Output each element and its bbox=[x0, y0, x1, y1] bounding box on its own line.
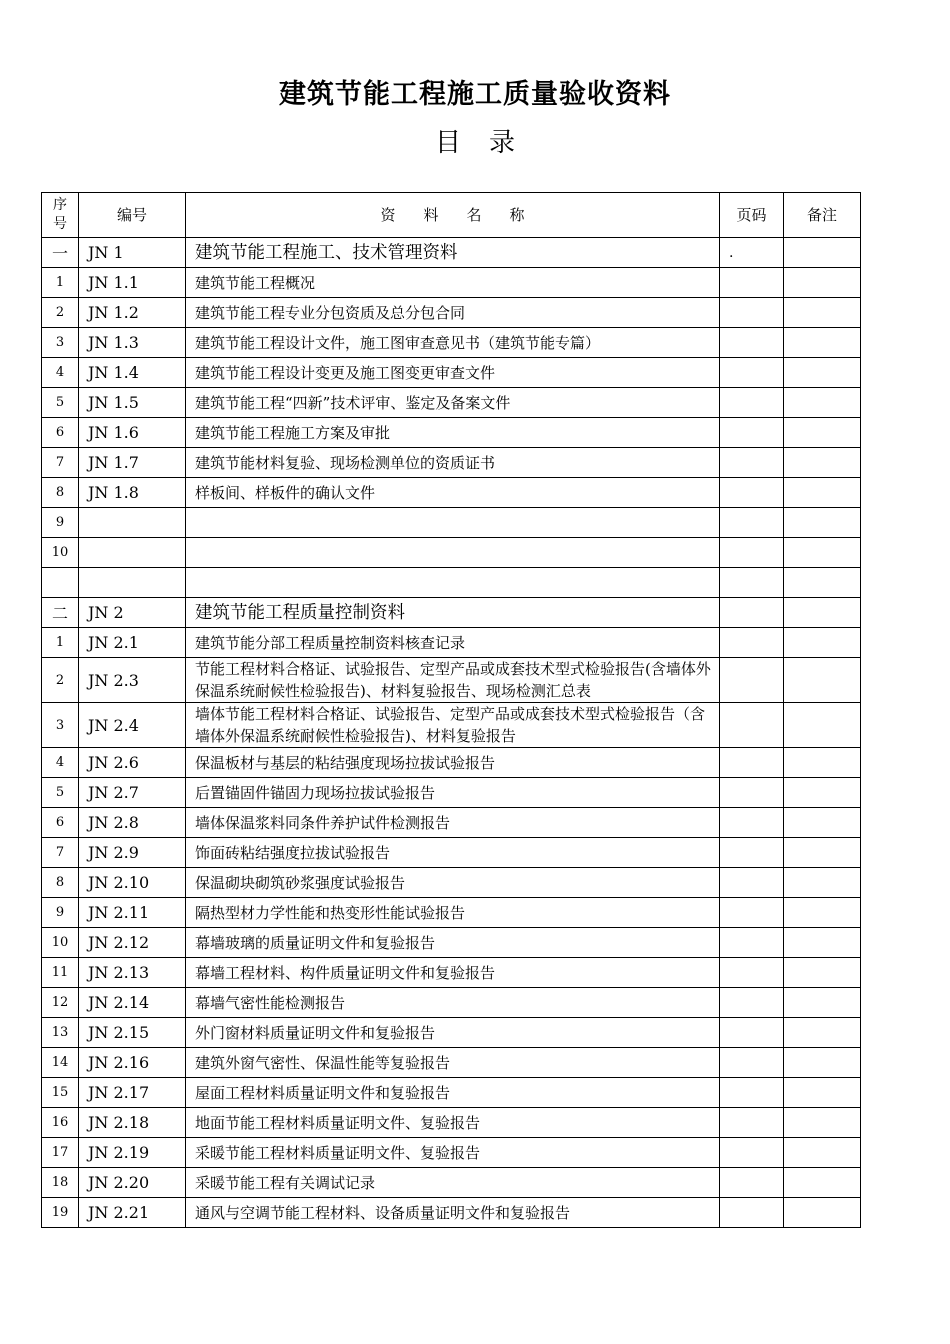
row-name bbox=[186, 538, 720, 568]
row-code: JN 2.16 bbox=[79, 1048, 186, 1078]
row-seq: 4 bbox=[42, 748, 79, 778]
row-code: JN 2.7 bbox=[79, 778, 186, 808]
row-code: JN 2.21 bbox=[79, 1198, 186, 1228]
row-seq: 4 bbox=[42, 358, 79, 388]
row-seq: 18 bbox=[42, 1168, 79, 1198]
row-remark bbox=[784, 298, 861, 328]
row-remark bbox=[784, 268, 861, 298]
row-name: 外门窗材料质量证明文件和复验报告 bbox=[186, 1018, 720, 1048]
table-body bbox=[42, 238, 861, 1228]
row-name: 地面节能工程材料质量证明文件、复验报告 bbox=[186, 1108, 720, 1138]
subtitle-char: 目 bbox=[434, 128, 461, 158]
row-seq: 12 bbox=[42, 988, 79, 1018]
row-page bbox=[720, 298, 784, 328]
row-code bbox=[79, 508, 186, 538]
table-row bbox=[42, 748, 861, 778]
table-row bbox=[42, 388, 861, 418]
row-remark bbox=[784, 1048, 861, 1078]
row-page bbox=[720, 418, 784, 448]
row-remark bbox=[784, 838, 861, 868]
row-page bbox=[720, 1168, 784, 1198]
row-seq: 6 bbox=[42, 418, 79, 448]
row-remark bbox=[784, 988, 861, 1018]
row-remark bbox=[784, 448, 861, 478]
row-seq: 2 bbox=[42, 298, 79, 328]
header-remark: 备注 bbox=[784, 193, 861, 238]
row-remark bbox=[784, 1108, 861, 1138]
row-seq: 11 bbox=[42, 958, 79, 988]
row-name: 幕墙工程材料、构件质量证明文件和复验报告 bbox=[186, 958, 720, 988]
row-page bbox=[720, 1138, 784, 1168]
row-seq: 二 bbox=[42, 598, 79, 628]
row-name: 建筑节能分部工程质量控制资料核查记录 bbox=[186, 628, 720, 658]
row-page bbox=[720, 988, 784, 1018]
row-remark bbox=[784, 1018, 861, 1048]
row-code: JN 2.6 bbox=[79, 748, 186, 778]
row-code: JN 2.13 bbox=[79, 958, 186, 988]
row-page: . bbox=[720, 238, 784, 268]
row-page bbox=[720, 628, 784, 658]
row-seq: 14 bbox=[42, 1048, 79, 1078]
row-remark bbox=[784, 778, 861, 808]
header-name-char: 名 bbox=[466, 206, 482, 224]
header-code: 编号 bbox=[79, 193, 186, 238]
table-row bbox=[42, 418, 861, 448]
row-name bbox=[186, 508, 720, 538]
table-row bbox=[42, 658, 861, 703]
row-seq: 3 bbox=[42, 328, 79, 358]
row-name: 幕墙玻璃的质量证明文件和复验报告 bbox=[186, 928, 720, 958]
table-row bbox=[42, 1138, 861, 1168]
row-seq: 7 bbox=[42, 838, 79, 868]
row-remark bbox=[784, 748, 861, 778]
row-seq: 3 bbox=[42, 703, 79, 748]
table-row bbox=[42, 1198, 861, 1228]
row-code: JN 2.9 bbox=[79, 838, 186, 868]
section-row bbox=[42, 598, 861, 628]
row-seq bbox=[42, 568, 79, 598]
row-page bbox=[720, 1018, 784, 1048]
table-row bbox=[42, 928, 861, 958]
table-row bbox=[42, 358, 861, 388]
row-name: 样板间、样板件的确认文件 bbox=[186, 478, 720, 508]
row-name: 建筑节能工程概况 bbox=[186, 268, 720, 298]
header-seq-top: 序 bbox=[53, 197, 67, 213]
row-remark bbox=[784, 568, 861, 598]
row-remark bbox=[784, 418, 861, 448]
row-remark bbox=[784, 508, 861, 538]
row-name: 采暖节能工程材料质量证明文件、复验报告 bbox=[186, 1138, 720, 1168]
row-page bbox=[720, 1198, 784, 1228]
row-code: JN 1 bbox=[79, 238, 186, 268]
document-title: 建筑节能工程施工质量验收资料 bbox=[279, 79, 671, 110]
row-seq: 10 bbox=[42, 538, 79, 568]
row-page bbox=[720, 958, 784, 988]
row-seq: 10 bbox=[42, 928, 79, 958]
row-name: 隔热型材力学性能和热变形性能试验报告 bbox=[186, 898, 720, 928]
row-code: JN 1.6 bbox=[79, 418, 186, 448]
row-code: JN 1.8 bbox=[79, 478, 186, 508]
row-code: JN 2.14 bbox=[79, 988, 186, 1018]
row-remark bbox=[784, 1078, 861, 1108]
row-name bbox=[186, 568, 720, 598]
table-header-row bbox=[42, 193, 861, 238]
row-code bbox=[79, 538, 186, 568]
row-remark bbox=[784, 628, 861, 658]
row-seq: 1 bbox=[42, 268, 79, 298]
table-row bbox=[42, 838, 861, 868]
row-code: JN 2.11 bbox=[79, 898, 186, 928]
row-remark bbox=[784, 958, 861, 988]
row-remark bbox=[784, 598, 861, 628]
row-remark bbox=[784, 358, 861, 388]
subtitle-char: 录 bbox=[489, 128, 516, 158]
row-name: 建筑节能工程设计文件，施工图审查意见书（建筑节能专篇） bbox=[186, 328, 720, 358]
row-seq: 6 bbox=[42, 808, 79, 838]
row-remark bbox=[784, 538, 861, 568]
table-row bbox=[42, 808, 861, 838]
table-row bbox=[42, 1078, 861, 1108]
header-name-char: 料 bbox=[423, 206, 439, 224]
row-page bbox=[720, 1078, 784, 1108]
row-page bbox=[720, 268, 784, 298]
row-code: JN 1.4 bbox=[79, 358, 186, 388]
row-remark bbox=[784, 658, 861, 703]
row-remark bbox=[784, 808, 861, 838]
table-row bbox=[42, 1108, 861, 1138]
row-seq: 17 bbox=[42, 1138, 79, 1168]
row-page bbox=[720, 478, 784, 508]
header-seq-bottom: 号 bbox=[53, 216, 67, 232]
table-row bbox=[42, 1018, 861, 1048]
table-row bbox=[42, 298, 861, 328]
header-seq bbox=[42, 193, 79, 238]
row-name: 节能工程材料合格证、试验报告、定型产品或成套技术型式检验报告(含墙体外保温系统耐候性检验报告)、材料复验报告、现场检测汇总表 bbox=[186, 658, 720, 703]
row-page bbox=[720, 868, 784, 898]
table-row bbox=[42, 478, 861, 508]
table-row bbox=[42, 568, 861, 598]
row-page bbox=[720, 538, 784, 568]
row-page bbox=[720, 898, 784, 928]
table-row bbox=[42, 868, 861, 898]
header-name-char: 称 bbox=[509, 206, 525, 224]
row-code: JN 2.17 bbox=[79, 1078, 186, 1108]
row-code: JN 1.1 bbox=[79, 268, 186, 298]
row-page bbox=[720, 388, 784, 418]
row-name: 幕墙气密性能检测报告 bbox=[186, 988, 720, 1018]
contents-table bbox=[41, 192, 861, 1228]
table-row bbox=[42, 268, 861, 298]
row-seq: 13 bbox=[42, 1018, 79, 1048]
row-name: 采暖节能工程有关调试记录 bbox=[186, 1168, 720, 1198]
row-name: 建筑节能工程施工、技术管理资料 bbox=[186, 238, 720, 268]
row-seq: 19 bbox=[42, 1198, 79, 1228]
row-name: 保温板材与基层的粘结强度现场拉拔试验报告 bbox=[186, 748, 720, 778]
row-name: 墙体保温浆料同条件养护试件检测报告 bbox=[186, 808, 720, 838]
row-remark bbox=[784, 1138, 861, 1168]
row-page bbox=[720, 928, 784, 958]
row-name: 建筑节能工程“四新”技术评审、鉴定及备案文件 bbox=[186, 388, 720, 418]
row-seq: 5 bbox=[42, 388, 79, 418]
row-code: JN 2.18 bbox=[79, 1108, 186, 1138]
row-remark bbox=[784, 1198, 861, 1228]
row-code: JN 2.15 bbox=[79, 1018, 186, 1048]
row-page bbox=[720, 1108, 784, 1138]
row-seq: 9 bbox=[42, 898, 79, 928]
row-page bbox=[720, 658, 784, 703]
row-code: JN 2.10 bbox=[79, 868, 186, 898]
row-seq: 9 bbox=[42, 508, 79, 538]
row-name: 墙体节能工程材料合格证、试验报告、定型产品或成套技术型式检验报告（含墙体外保温系统耐候性检验报告)、材料复验报告 bbox=[186, 703, 720, 748]
row-page bbox=[720, 838, 784, 868]
document-subtitle bbox=[0, 122, 950, 159]
row-code bbox=[79, 568, 186, 598]
row-page bbox=[720, 703, 784, 748]
table-row bbox=[42, 1048, 861, 1078]
row-name: 建筑节能工程施工方案及审批 bbox=[186, 418, 720, 448]
table-row bbox=[42, 508, 861, 538]
row-code: JN 2.19 bbox=[79, 1138, 186, 1168]
row-remark bbox=[784, 928, 861, 958]
row-remark bbox=[784, 1168, 861, 1198]
row-name: 建筑节能工程设计变更及施工图变更审查文件 bbox=[186, 358, 720, 388]
row-seq: 8 bbox=[42, 868, 79, 898]
row-page bbox=[720, 1048, 784, 1078]
row-page bbox=[720, 778, 784, 808]
row-code: JN 2.8 bbox=[79, 808, 186, 838]
row-code: JN 2 bbox=[79, 598, 186, 628]
row-code: JN 2.12 bbox=[79, 928, 186, 958]
row-seq: 2 bbox=[42, 658, 79, 703]
table-row bbox=[42, 988, 861, 1018]
row-remark bbox=[784, 703, 861, 748]
row-code: JN 2.3 bbox=[79, 658, 186, 703]
row-name: 建筑节能工程专业分包资质及总分包合同 bbox=[186, 298, 720, 328]
header-page: 页码 bbox=[720, 193, 784, 238]
row-code: JN 2.20 bbox=[79, 1168, 186, 1198]
row-name: 建筑节能材料复验、现场检测单位的资质证书 bbox=[186, 448, 720, 478]
row-seq: 8 bbox=[42, 478, 79, 508]
row-remark bbox=[784, 388, 861, 418]
row-seq: 1 bbox=[42, 628, 79, 658]
row-remark bbox=[784, 328, 861, 358]
row-seq: 16 bbox=[42, 1108, 79, 1138]
row-name: 建筑外窗气密性、保温性能等复验报告 bbox=[186, 1048, 720, 1078]
row-page bbox=[720, 448, 784, 478]
table-row bbox=[42, 628, 861, 658]
row-page bbox=[720, 808, 784, 838]
row-seq: 5 bbox=[42, 778, 79, 808]
table-row bbox=[42, 778, 861, 808]
table-row bbox=[42, 448, 861, 478]
row-remark bbox=[784, 868, 861, 898]
row-code: JN 1.2 bbox=[79, 298, 186, 328]
row-page bbox=[720, 748, 784, 778]
row-page bbox=[720, 328, 784, 358]
table-row bbox=[42, 538, 861, 568]
row-name: 后置锚固件锚固力现场拉拔试验报告 bbox=[186, 778, 720, 808]
row-code: JN 1.3 bbox=[79, 328, 186, 358]
table-row bbox=[42, 703, 861, 748]
row-code: JN 1.7 bbox=[79, 448, 186, 478]
row-seq: 7 bbox=[42, 448, 79, 478]
header-name bbox=[186, 193, 720, 238]
table-row bbox=[42, 898, 861, 928]
row-page bbox=[720, 508, 784, 538]
row-code: JN 2.4 bbox=[79, 703, 186, 748]
row-name: 屋面工程材料质量证明文件和复验报告 bbox=[186, 1078, 720, 1108]
row-page bbox=[720, 568, 784, 598]
row-remark bbox=[784, 478, 861, 508]
row-remark bbox=[784, 898, 861, 928]
table-row bbox=[42, 1168, 861, 1198]
section-row bbox=[42, 238, 861, 268]
row-name: 建筑节能工程质量控制资料 bbox=[186, 598, 720, 628]
row-code: JN 2.1 bbox=[79, 628, 186, 658]
table-row bbox=[42, 328, 861, 358]
row-remark bbox=[784, 238, 861, 268]
row-seq: 一 bbox=[42, 238, 79, 268]
row-name: 保温砌块砌筑砂浆强度试验报告 bbox=[186, 868, 720, 898]
row-seq: 15 bbox=[42, 1078, 79, 1108]
row-page bbox=[720, 358, 784, 388]
row-page bbox=[720, 598, 784, 628]
header-name-char: 资 bbox=[380, 206, 396, 224]
table-row bbox=[42, 958, 861, 988]
row-name: 饰面砖粘结强度拉拔试验报告 bbox=[186, 838, 720, 868]
row-code: JN 1.5 bbox=[79, 388, 186, 418]
row-name: 通风与空调节能工程材料、设备质量证明文件和复验报告 bbox=[186, 1198, 720, 1228]
